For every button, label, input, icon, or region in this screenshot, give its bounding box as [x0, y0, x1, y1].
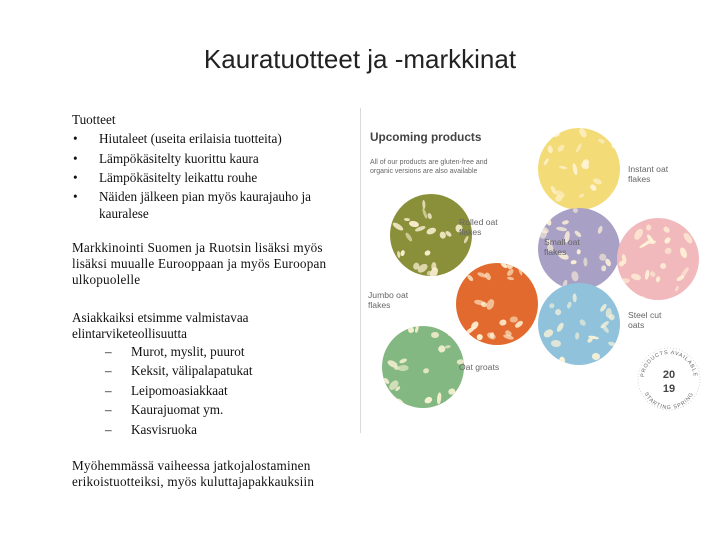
oat-flake [400, 249, 405, 255]
oat-flake [578, 128, 588, 138]
list-item: • Lämpökäsitelty leikattu rouhe [72, 168, 347, 187]
oat-flake [464, 327, 475, 336]
list-item: – Leipomoasiakkaat [72, 381, 347, 400]
oat-flake [427, 212, 432, 218]
label-small-oat-flakes: Small oat flakes [544, 237, 580, 257]
oat-flake [436, 393, 442, 405]
oat-flake [543, 328, 555, 339]
oat-flake [575, 333, 579, 340]
oat-flake [423, 395, 433, 404]
oat-flake [392, 221, 405, 232]
label-instant-oat-flakes: Instant oat flakes [628, 164, 669, 184]
customers-section [72, 310, 347, 439]
oat-flake [382, 377, 390, 385]
oat-flake [499, 263, 508, 269]
oat-flake [454, 196, 460, 202]
oat-flake [444, 345, 450, 349]
label-jumbo-oat-flakes: Jumbo oat flakes [368, 290, 409, 310]
oat-flake [547, 302, 554, 309]
oat-flake [405, 232, 413, 242]
oat-flake [631, 272, 643, 281]
oat-flake [580, 162, 590, 171]
oat-flake [640, 296, 645, 300]
oat-flake [398, 364, 409, 371]
list-item: – Kasvisruoka [72, 420, 347, 439]
oat-flake [659, 262, 667, 270]
oat-flake [573, 294, 577, 304]
oat-flake [517, 264, 523, 276]
oat-flake [596, 225, 603, 234]
oat-flake [578, 319, 587, 328]
oat-flake [487, 331, 498, 340]
oat-flake [609, 283, 618, 292]
later-text: Myöhemmässä vaiheessa jatkojalostaminen erikoistuotteiksi, myös kuluttajapakkauksiin [72, 458, 315, 489]
slide-title: Kauratuotteet ja -markkinat [203, 44, 517, 74]
oat-flake [592, 353, 601, 361]
label-oat-groats: Oat groats [459, 362, 500, 372]
oat-flake [556, 322, 566, 333]
list-item: – Keksit, välipalapatukat [72, 361, 347, 380]
label-rolled-oat-flakes: Rolled oat flakes [459, 217, 498, 237]
oat-flake [579, 192, 585, 197]
oat-flake [597, 137, 605, 144]
image-subtitle: All of our products are gluten-free and organic versions are also available [370, 159, 488, 175]
oat-flake [633, 228, 645, 241]
oat-flake [620, 278, 630, 284]
oat-flake [571, 271, 580, 282]
oat-flake [589, 183, 597, 191]
oat-flake [571, 163, 578, 175]
oat-flake [575, 143, 583, 153]
oat-flake [547, 145, 554, 154]
oat-flake [559, 357, 565, 365]
list-item: – Kaurajuomat ym. [72, 400, 347, 419]
instant-oat-flakes-circle [538, 128, 620, 210]
badge-year-bottom: 19 [662, 383, 676, 395]
oat-flake [467, 274, 474, 281]
list-item: • Näiden jälkeen pian myös kaurajauho ja kauralese [72, 188, 347, 222]
label-steel-cut-oats: Steel cut oats [628, 310, 662, 330]
oat-flake [676, 274, 686, 282]
oat-flake [476, 333, 484, 341]
oat-flake [601, 285, 608, 290]
oat-flake [395, 397, 406, 408]
oat-flake [583, 257, 587, 266]
oat-flake [663, 236, 671, 244]
oat-flake [608, 341, 617, 347]
oat-flake [550, 131, 560, 138]
pink-oat-circle [617, 218, 699, 300]
oat-flake [646, 224, 651, 230]
oat-groats-circle [382, 326, 464, 408]
oat-flake [682, 232, 694, 245]
customers-list [72, 342, 347, 439]
oat-flake [425, 226, 437, 236]
oat-flake [566, 301, 572, 309]
oat-flake [664, 247, 673, 255]
orange-oat-circle [456, 263, 538, 345]
oat-flake [602, 201, 610, 209]
oat-flake [558, 166, 567, 171]
oat-flake [656, 276, 662, 283]
oat-flake [679, 246, 688, 259]
products-heading: Tuotteet [72, 112, 116, 127]
oat-flake [662, 226, 670, 234]
oat-flake [529, 337, 537, 345]
oat-flake [644, 270, 650, 281]
oat-flake [562, 220, 570, 226]
oat-flake [573, 208, 579, 214]
badge-ring-bottom: STARTING SPRING [642, 391, 696, 412]
upcoming-products-image [360, 108, 705, 433]
divider [360, 108, 361, 433]
oat-flake [507, 276, 515, 281]
oat-flake [385, 396, 395, 406]
products-section [72, 110, 347, 222]
oat-flake [485, 298, 496, 311]
oat-flake [639, 240, 651, 249]
list-item: • Hiutaleet (useita erilaisia tuotteita) [72, 129, 347, 148]
oat-flake [649, 270, 657, 278]
oat-flake [554, 308, 562, 317]
oat-flake [542, 158, 549, 167]
steel-cut-oats-circle [538, 283, 620, 365]
oat-flake [398, 358, 407, 365]
list-item: • Lämpökäsitelty kuorittu kaura [72, 149, 347, 168]
customers-heading: Asiakkaiksi etsimme valmistavaa elintarviketeollisuutta [72, 310, 249, 341]
oat-flake [551, 339, 561, 346]
marketing-text: Markkinointi Suomen ja Ruotsin lisäksi myös lisäksi muualle Eurooppaan ja myös Euroopan ulkopuolelle [72, 240, 327, 287]
oat-flake [557, 144, 566, 153]
oat-flake [547, 283, 559, 291]
oat-flake [498, 319, 507, 327]
oat-flake [674, 285, 679, 292]
oat-flake [404, 218, 410, 222]
oat-flake [611, 142, 617, 149]
image-heading: Upcoming products [370, 130, 482, 144]
oat-flake [571, 260, 577, 265]
oat-flake [601, 265, 606, 271]
oat-flake [593, 177, 603, 185]
oat-flake [552, 202, 558, 210]
badge-ring-top: PRODUCTS AVAILABLE [640, 349, 698, 378]
list-item: – Murot, myslit, puurot [72, 342, 347, 361]
products-list [72, 129, 347, 221]
badge-year-top: 20 [662, 369, 676, 381]
oat-flake [414, 326, 419, 333]
oat-flake [431, 332, 439, 339]
oat-flake [453, 331, 459, 342]
oat-flake [423, 249, 431, 256]
oat-flake [422, 367, 429, 374]
